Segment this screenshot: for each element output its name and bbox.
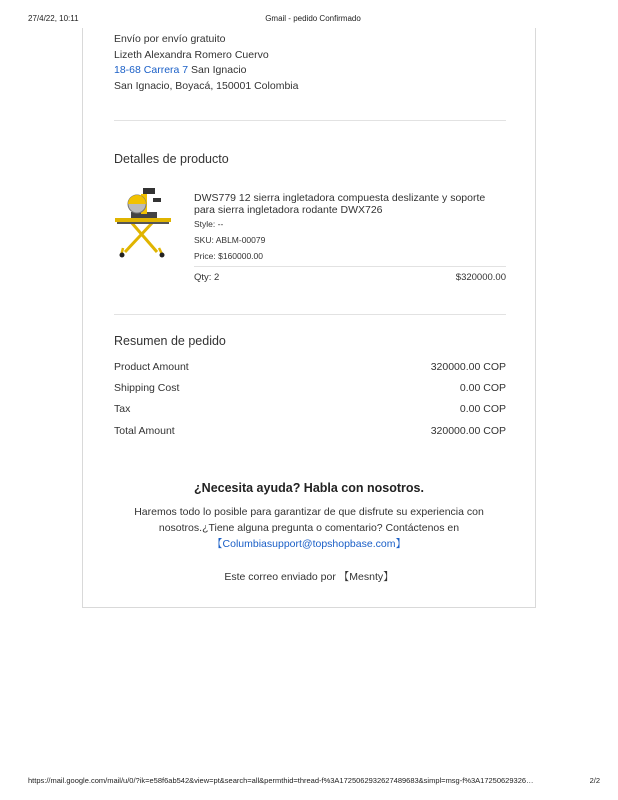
- sent-by: Este correo enviado por 【Mesnty】: [224, 571, 394, 583]
- print-date: 27/4/22, 10:11: [28, 14, 79, 23]
- city-line: San Ignacio, Boyacá, 150001 Colombia: [114, 79, 299, 92]
- help-body: Haremos todo lo posible para garantizar de que disfrute su experiencia con nosotros.¿Tiene alguna pregunta o comentario? Contáctenos en: [134, 506, 484, 534]
- summary-label: Total Amount: [114, 425, 175, 437]
- page-number: 2/2: [589, 776, 600, 785]
- summary-value: 0.00 COP: [459, 382, 506, 394]
- summary-value: 320000.00 COP: [430, 361, 506, 373]
- email-card: [82, 28, 536, 608]
- order-summary-heading: Resumen de pedido: [114, 334, 226, 348]
- product-name: DWS779 12 sierra ingletadora compuesta deslizante y soporte para sierra ingletadora rodante DWX726: [194, 192, 486, 216]
- shipping-address: [114, 32, 506, 94]
- street-rest: San Ignacio: [188, 64, 247, 76]
- product-price: Price: $160000.00: [194, 251, 263, 261]
- recipient-name: Lizeth Alexandra Romero Cuervo: [114, 48, 269, 61]
- street-line: [114, 63, 506, 79]
- page-url: https://mail.google.com/mail/u/0/?ik=e58f6ab542&view=pt&search=all&permthid=thread-f%3A1725062932627489683&simpl=msg-f%3A17250629326…: [28, 776, 534, 785]
- summary-row-total-amount: [114, 425, 506, 439]
- product-sku: SKU: ABLM-00079: [194, 235, 266, 245]
- miter-saw-on-stand-icon[interactable]: [113, 186, 173, 258]
- divider: [114, 120, 506, 121]
- help-text: [123, 504, 495, 552]
- summary-row-product-amount: [114, 361, 506, 375]
- summary-row-shipping-cost: [114, 382, 506, 396]
- summary-label: Tax: [114, 403, 131, 415]
- help-title: ¿Necesita ayuda? Habla con nosotros.: [194, 481, 424, 495]
- print-header: [28, 14, 598, 26]
- product-info: [194, 192, 506, 283]
- product-style: Style: --: [194, 219, 224, 229]
- print-footer: [28, 776, 600, 788]
- summary-row-tax: [114, 403, 506, 417]
- divider: [114, 314, 506, 315]
- product-divider: [194, 266, 506, 267]
- product-line-total: $320000.00: [455, 272, 506, 283]
- summary-value: 320000.00 COP: [430, 425, 506, 437]
- shipping-method: Envío por envío gratuito: [114, 33, 226, 45]
- support-email-link[interactable]: 【Columbiasupport@topshopbase.com】: [212, 538, 406, 550]
- summary-value: 0.00 COP: [459, 403, 506, 415]
- product-qty: Qty: 2: [194, 272, 220, 283]
- summary-label: Shipping Cost: [114, 382, 180, 394]
- summary-label: Product Amount: [114, 361, 189, 373]
- address-link[interactable]: 18-68 Carrera 7: [114, 64, 189, 76]
- print-title: Gmail - pedido Confirmado: [265, 14, 361, 23]
- product-details-heading: Detalles de producto: [114, 152, 229, 166]
